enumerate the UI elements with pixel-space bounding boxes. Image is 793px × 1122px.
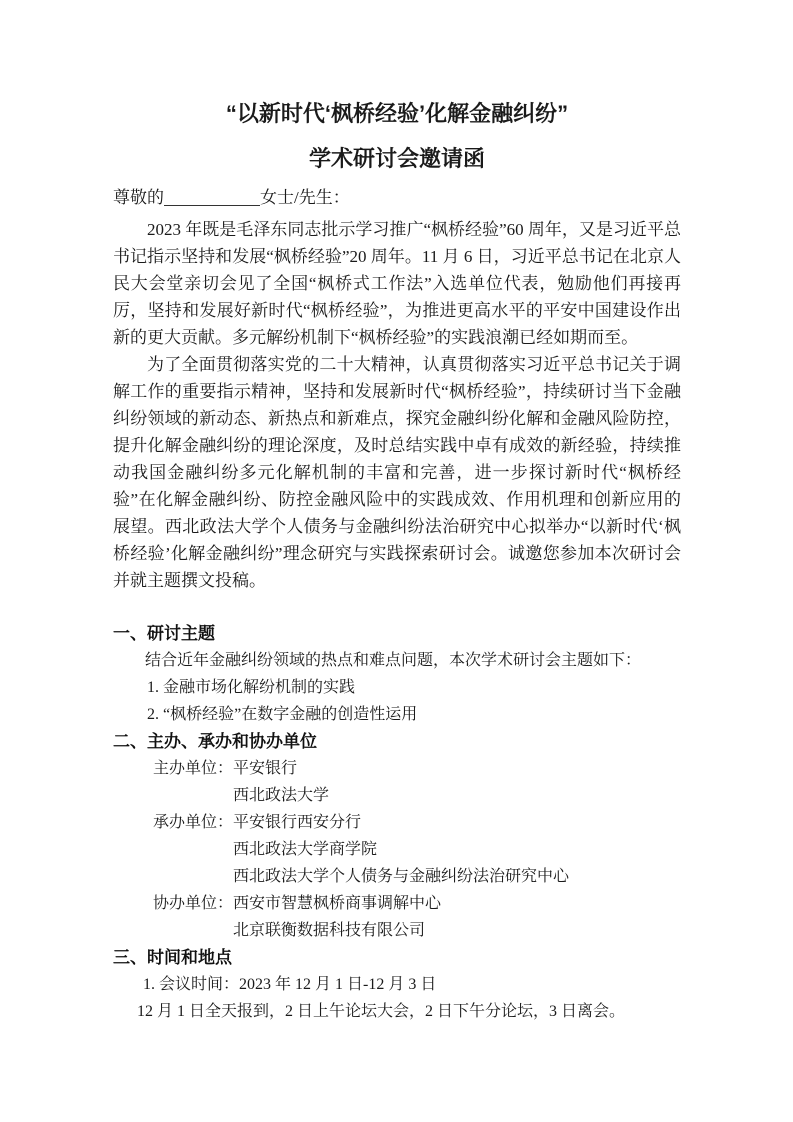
section-organizers [113,728,681,944]
section-topics-heading: 一、研讨主题 [113,624,215,643]
salutation-line [113,185,681,211]
document-title-line1: “以新时代‘枫桥经验’化解金融纠纷” [225,101,569,126]
section-topics-intro: 结合近年金融纠纷领域的热点和难点问题，本次学术研讨会主题如下： [145,652,642,669]
salutation-prefix: 尊敬的 [113,188,164,207]
document-content [113,0,681,1025]
section-time-place [113,944,681,1025]
host-units-row [113,755,681,809]
host-unit-name: 平安银行 [233,760,298,777]
meeting-time-line: 1. 会议时间：2023 年 12 月 1 日-12 月 3 日 [143,976,437,993]
undertaker-unit-name: 平安银行西安分行 [233,814,362,831]
meeting-schedule-line: 12 月 1 日全天报到，2 日上午论坛大会，2 日下午分论坛，3 日离会。 [137,1003,626,1020]
undertaker-unit-name: 西北政法大学个人债务与金融纠纷法治研究中心 [233,868,570,885]
co-organizer-units-names [233,890,681,944]
undertaker-units-row [113,809,681,890]
intro-paragraph-1: 2023 年既是毛泽东同志批示学习推广“枫桥经验”60 周年，又是习近平总书记指示坚持和发展“枫桥经验”20 周年。11 月 6 日，习近平总书记在北京人民大会堂亲切会见了全国“枫桥式工作法”入选单位代表，勉励他们再接再厉，坚持和发展好新时代“枫桥经验”，为推进更高水平的平安中国建设作出新的更大贡献。多元解纷机制下“枫桥经验”的实践浪潮已经如期而至。 [113,220,681,347]
co-organizer-unit-name: 北京联衡数据科技有限公司 [233,922,426,939]
co-organizer-unit-name: 西安市智慧枫桥商事调解中心 [233,895,442,912]
salutation-blank-underline [164,203,260,206]
topic-item-2: 2. “枫桥经验”在数字金融的创造性运用 [147,706,418,723]
topic-item-1: 1. 金融市场化解纷机制的实践 [147,679,356,696]
section-topics [113,620,681,728]
section-time-place-heading: 三、时间和地点 [113,948,232,967]
undertaker-units-label: 承办单位： [153,814,234,831]
section-organizers-heading: 二、主办、承办和协办单位 [113,732,317,751]
salutation-suffix: 女士/先生： [260,188,350,207]
co-organizer-units-row [113,890,681,944]
co-organizer-units-label: 协办单位： [153,895,234,912]
document-title-line2: 学术研讨会邀请函 [308,146,485,171]
host-units-names [233,755,681,809]
undertaker-unit-name: 西北政法大学商学院 [233,841,378,858]
intro-paragraph-2: 为了全面贯彻落实党的二十大精神，认真贯彻落实习近平总书记关于调解工作的重要指示精神，坚持和发展新时代“枫桥经验”，持续研讨当下金融纠纷领域的新动态、新热点和新难点，探究金融纠纷化解和金融风险防控，提升化解金融纠纷的理论深度，及时总结实践中卓有成效的新经验，持续推动我国金融纠纷多元化解机制的丰富和完善，进一步探讨新时代“枫桥经验”在化解金融纠纷、防控金融风险中的实践成效、作用机理和创新应用的展望。西北政法大学个人债务与金融纠纷法治研究中心拟举办“以新时代‘枫桥经验’化解金融纠纷”理念研究与实践探索研讨会。诚邀您参加本次研讨会并就主题撰文投稿。 [113,355,681,590]
host-unit-name: 西北政法大学 [233,787,330,804]
undertaker-units-names [233,809,681,890]
host-units-label: 主办单位： [153,760,234,777]
